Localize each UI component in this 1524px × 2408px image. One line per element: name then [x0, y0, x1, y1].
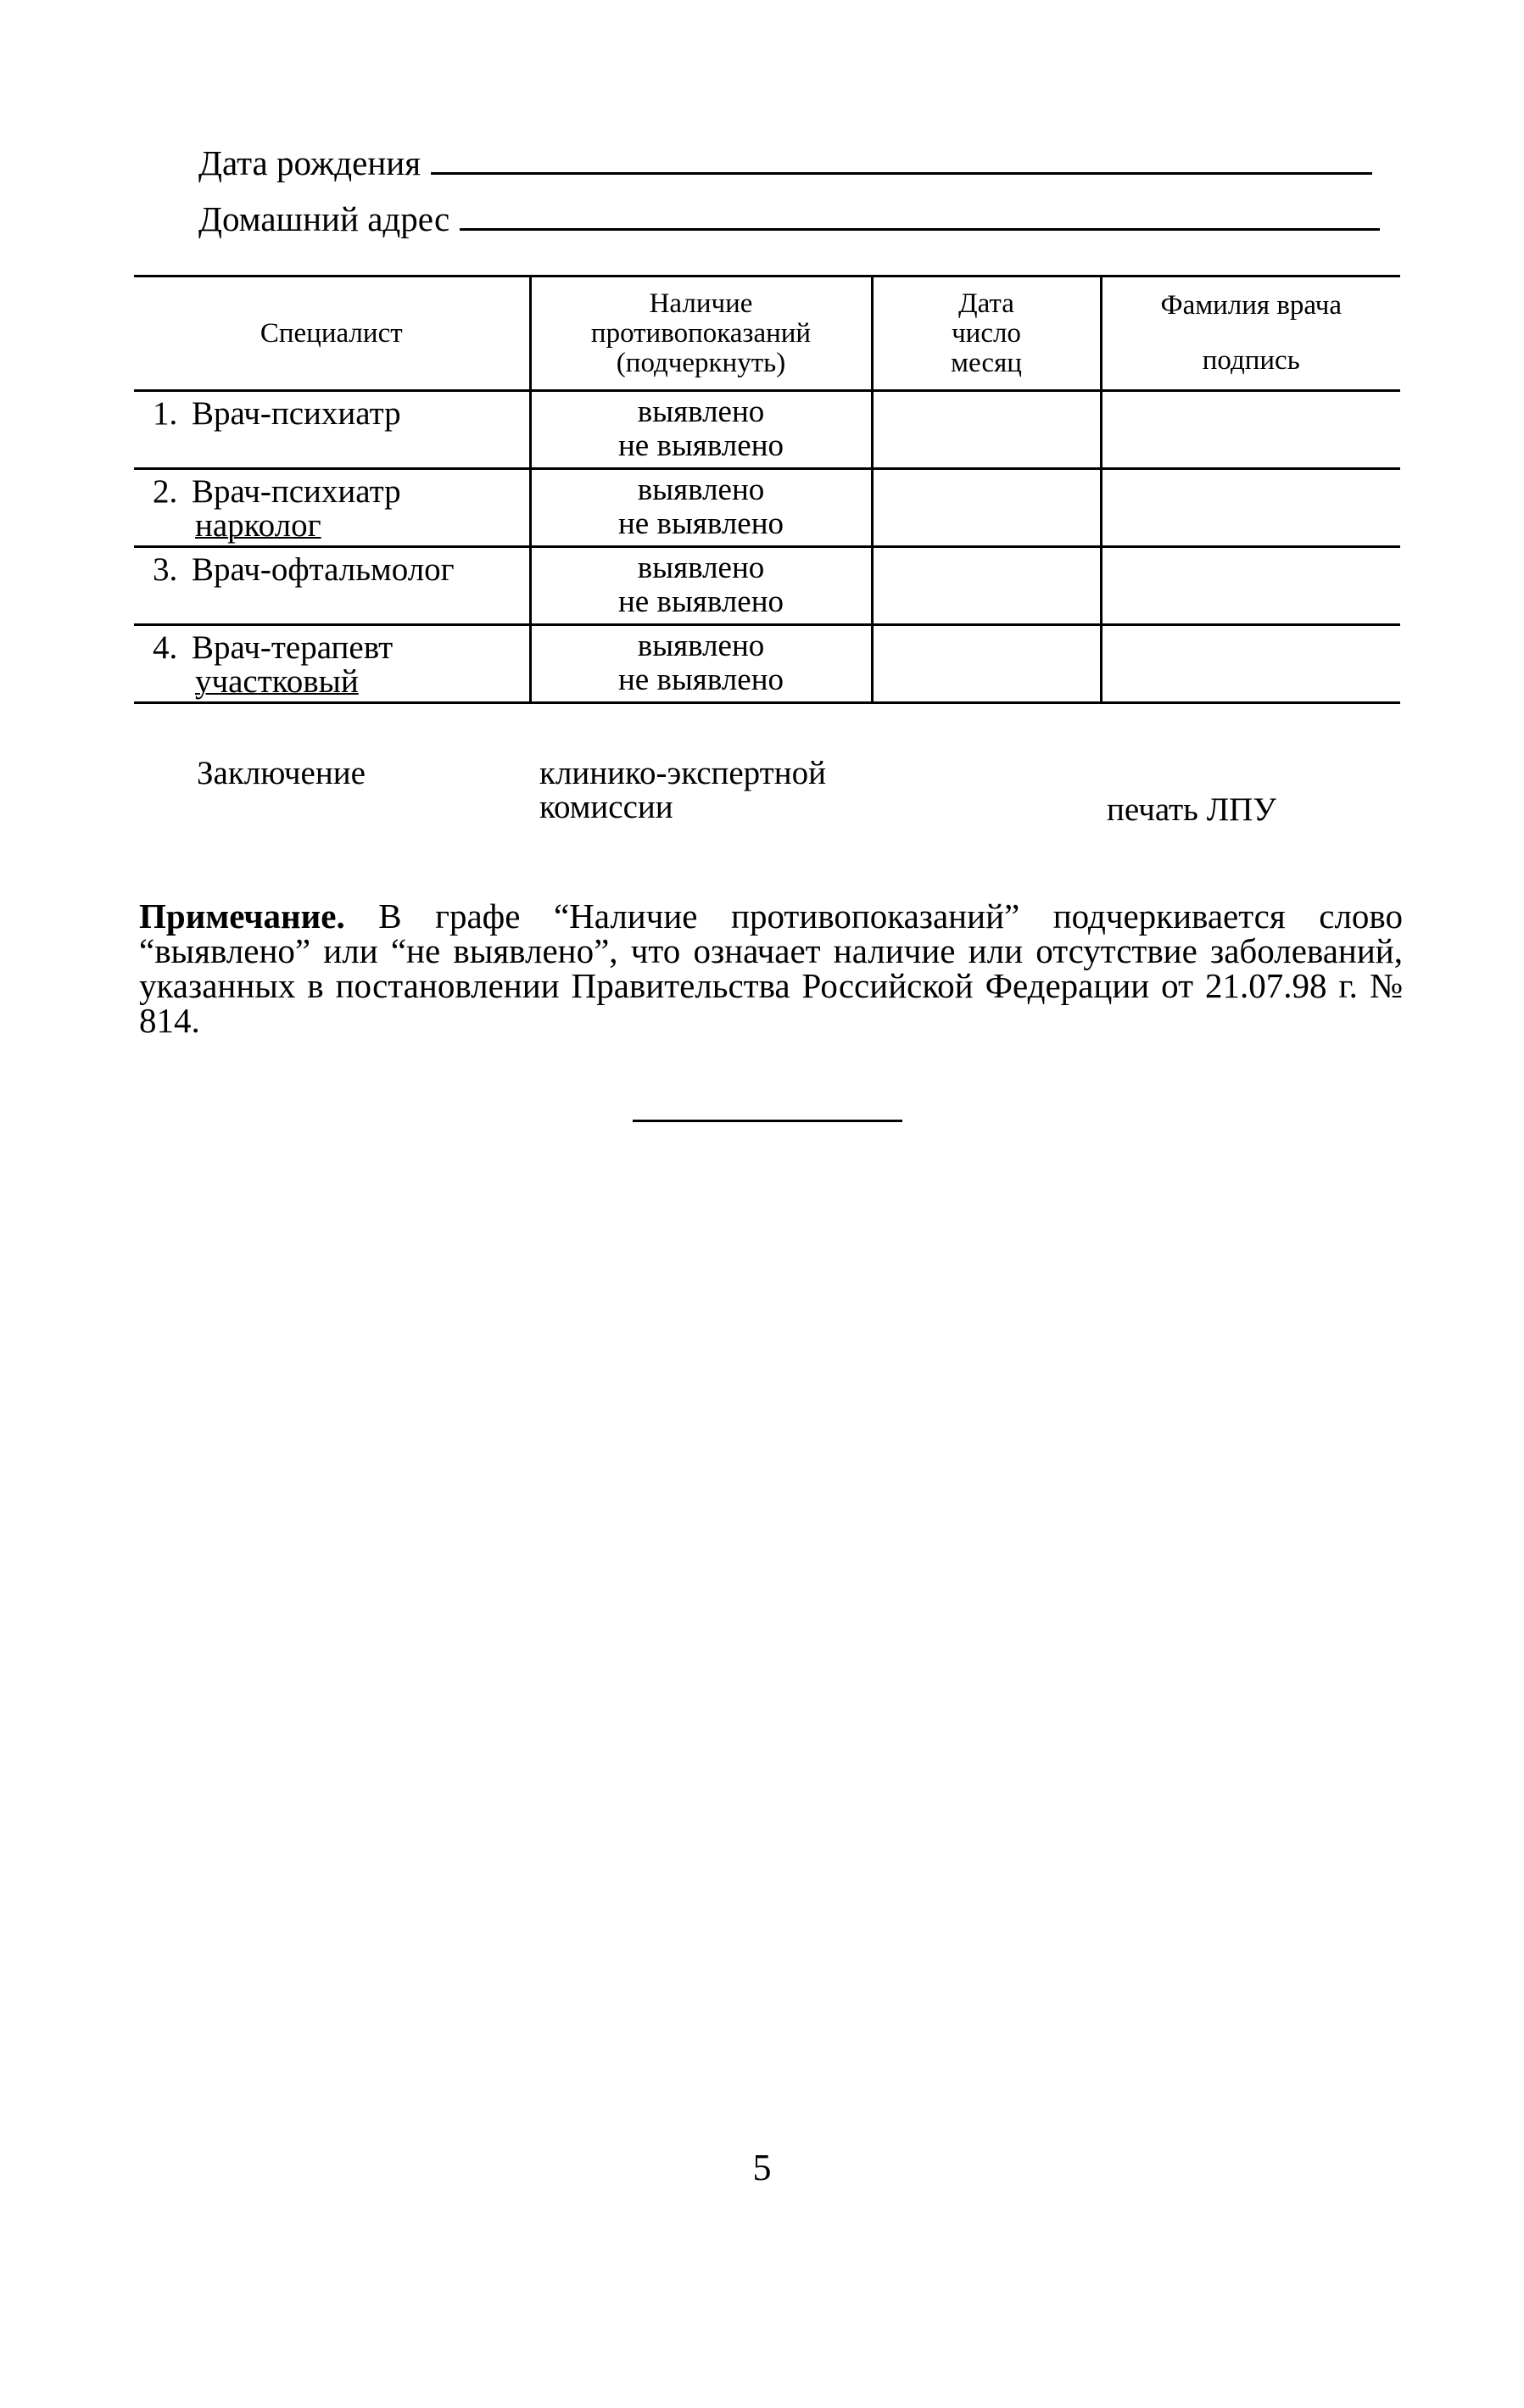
- birth-date-field: [198, 142, 1372, 183]
- date-cell[interactable]: [872, 391, 1101, 469]
- birth-date-label: Дата рождения: [198, 143, 421, 182]
- birth-date-blank[interactable]: [431, 172, 1372, 175]
- note-text: В графе “Наличие противопоказаний” подчеркивается слово “выявлено” или “не выявлено”, что означает наличие или отсутствие заболеваний, указанных в постановлении Правительства Российской Федерации от 21.07.98 г. № 814.: [139, 897, 1403, 1040]
- specialist-cell: 3. Врач-офтальмолог: [134, 547, 530, 625]
- home-address-field: [198, 198, 1380, 239]
- specialist-cell: 1. Врач-психиатр: [134, 391, 530, 469]
- table-header-row: [134, 277, 1400, 391]
- home-address-label: Домашний адрес: [198, 199, 450, 238]
- doctor-signature-cell[interactable]: [1101, 391, 1400, 469]
- commission-label: клинико-экспертной комиссии: [539, 755, 826, 825]
- contraindication-cell[interactable]: выявлено не выявлено: [530, 625, 872, 703]
- examination-table: [134, 275, 1400, 704]
- date-cell[interactable]: [872, 547, 1101, 625]
- home-address-blank[interactable]: [460, 228, 1380, 231]
- contraindication-cell[interactable]: выявлено не выявлено: [530, 547, 872, 625]
- doctor-signature-cell[interactable]: [1101, 625, 1400, 703]
- contraindication-cell[interactable]: выявлено не выявлено: [530, 469, 872, 547]
- page-number: 5: [752, 2147, 772, 2188]
- col-header-specialist: Специалист: [134, 277, 530, 391]
- table-row: [134, 469, 1400, 547]
- doctor-signature-cell[interactable]: [1101, 547, 1400, 625]
- col-header-contraindications: Наличие противопоказаний (подчеркнуть): [530, 277, 872, 391]
- note-paragraph: [139, 899, 1403, 1038]
- col-header-date: Дата число месяц: [872, 277, 1101, 391]
- date-cell[interactable]: [872, 469, 1101, 547]
- specialist-cell: 2. Врач-психиатр нарколог: [134, 469, 530, 547]
- table-row: [134, 391, 1400, 469]
- date-cell[interactable]: [872, 625, 1101, 703]
- specialist-cell: 4. Врач-терапевт участковый: [153, 629, 394, 700]
- table-row: [134, 547, 1400, 625]
- table-row: [134, 625, 1400, 703]
- conclusion-label: Заключение: [197, 755, 366, 791]
- separator-rule: [633, 1120, 902, 1122]
- note-title: Примечание.: [139, 897, 345, 936]
- col-header-doctor: Фамилия врача подпись: [1101, 277, 1400, 391]
- stamp-label: печать ЛПУ: [1107, 791, 1276, 828]
- contraindication-cell[interactable]: выявлено не выявлено: [530, 391, 872, 469]
- doctor-signature-cell[interactable]: [1101, 469, 1400, 547]
